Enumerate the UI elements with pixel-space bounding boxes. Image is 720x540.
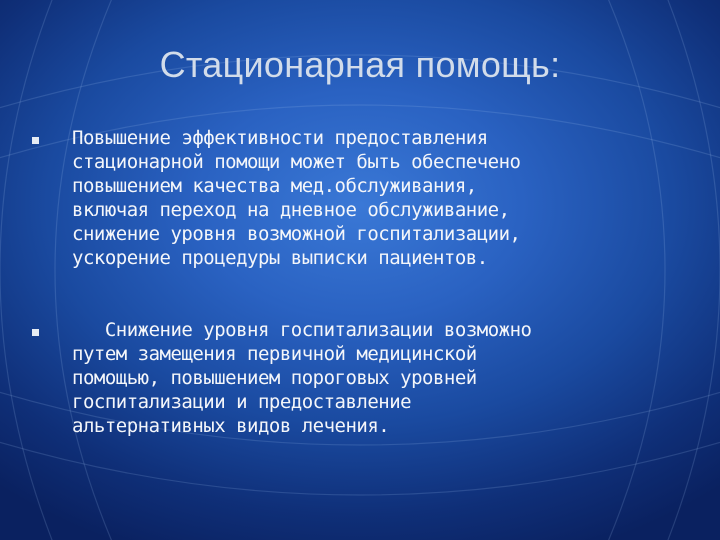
- slide-title: Стационарная помощь:: [159, 44, 561, 85]
- square-bullet-icon: [32, 329, 39, 336]
- list-item: [30, 126, 690, 270]
- bullet-list: [30, 126, 690, 438]
- list-item: [30, 318, 690, 438]
- bullet-text: Снижение уровня госпитализации возможно путем замещения первичной медицинской помощью, повышением пороговых уровней госпитализации и предоставление альтернативных видов лечения.: [72, 319, 532, 437]
- square-bullet-icon: [32, 137, 39, 144]
- bullet-text: Повышение эффективности предоставления стационарной помощи может быть обеспечено повышением качества мед.обслуживания, включая переход на дневное обслуживание, снижение уровня возможной госпитализации, ускорение процедуры выписки пациентов.: [72, 127, 521, 269]
